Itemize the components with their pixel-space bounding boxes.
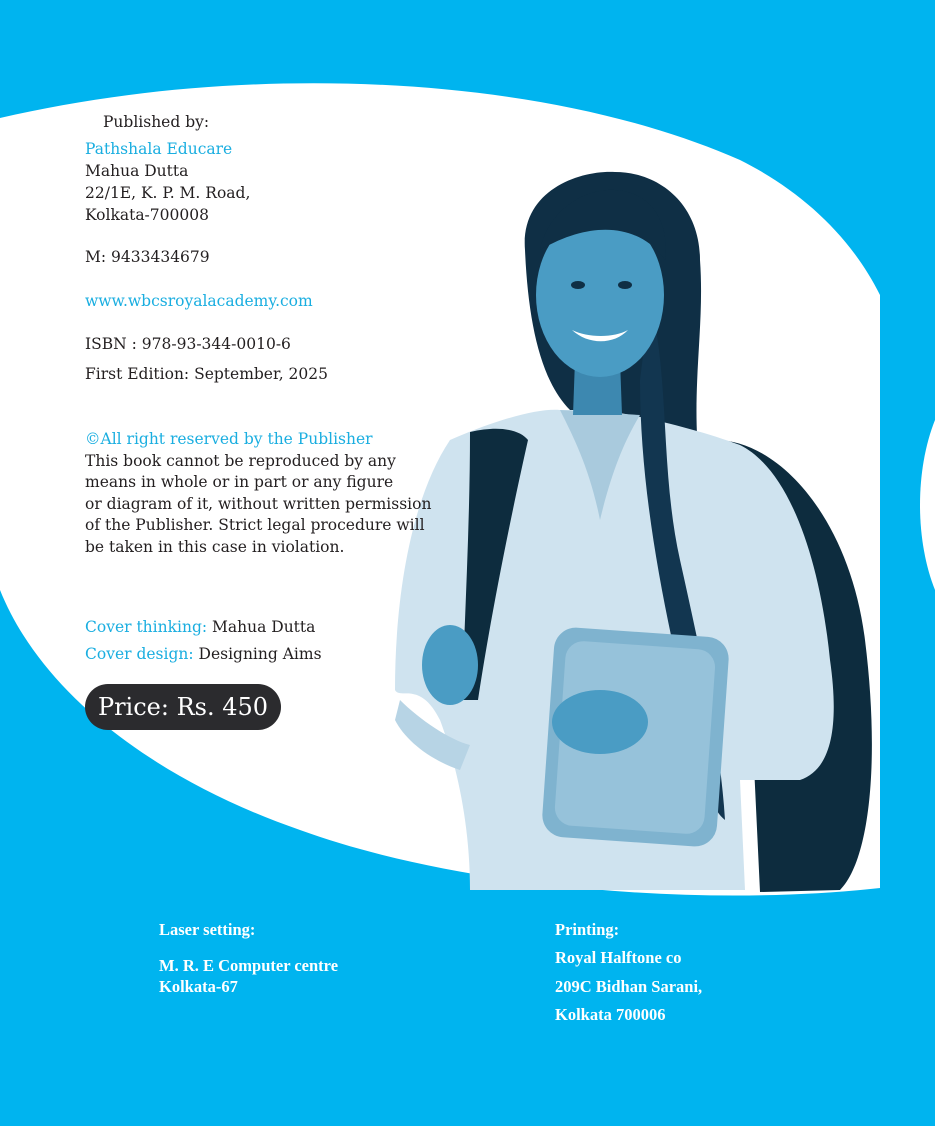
edition: First Edition: September, 2025: [85, 365, 328, 383]
left-hand: [422, 625, 478, 705]
copyright-line: means in whole or in part or any figure: [85, 473, 394, 491]
copyright-line: of the Publisher. Strict legal procedure will: [85, 516, 425, 534]
printing-line1: Royal Halftone co: [555, 948, 682, 967]
copyright-heading: ©All right reserved by the Publisher: [85, 430, 373, 448]
copyright-line: be taken in this case in violation.: [85, 537, 345, 556]
copyright-line: This book cannot be reproduced by any: [85, 451, 396, 470]
published-by-heading: Published by:: [103, 113, 210, 131]
laser-setting-line2: Kolkata-67: [159, 977, 238, 996]
cover-thinking-label: Cover thinking:: [85, 618, 208, 636]
laser-setting-heading: Laser setting:: [159, 920, 256, 939]
right-hand: [552, 690, 648, 754]
price-badge: Price: Rs. 450: [85, 684, 281, 730]
isbn: ISBN : 978-93-344-0010-6: [85, 335, 291, 353]
cover-design: [85, 644, 322, 666]
cover-thinking: [85, 617, 315, 639]
cover-design-label: Cover design:: [85, 645, 194, 663]
publisher-website: www.wbcsroyalacademy.com: [85, 292, 313, 310]
publisher-address-line1: 22/1E, K. P. M. Road,: [85, 184, 251, 202]
publisher-address-line2: Kolkata-700008: [85, 206, 209, 224]
publisher-person: Mahua Dutta: [85, 162, 189, 180]
publisher-name: Pathshala Educare: [85, 140, 233, 158]
publisher-mobile: M: 9433434679: [85, 248, 210, 266]
copyright-line: or diagram of it, without written permission: [85, 494, 432, 513]
copyright-block: [85, 429, 431, 558]
laser-setting-line1: M. R. E Computer centre: [159, 956, 339, 975]
right-edge-curve: [920, 420, 935, 590]
printing-line3: Kolkata 700006: [555, 1005, 666, 1024]
printing-heading: Printing:: [555, 920, 620, 939]
cover-thinking-value: Mahua Dutta: [207, 618, 316, 636]
printing-line2: 209C Bidhan Sarani,: [555, 977, 703, 996]
cover-design-value: Designing Aims: [193, 645, 322, 663]
